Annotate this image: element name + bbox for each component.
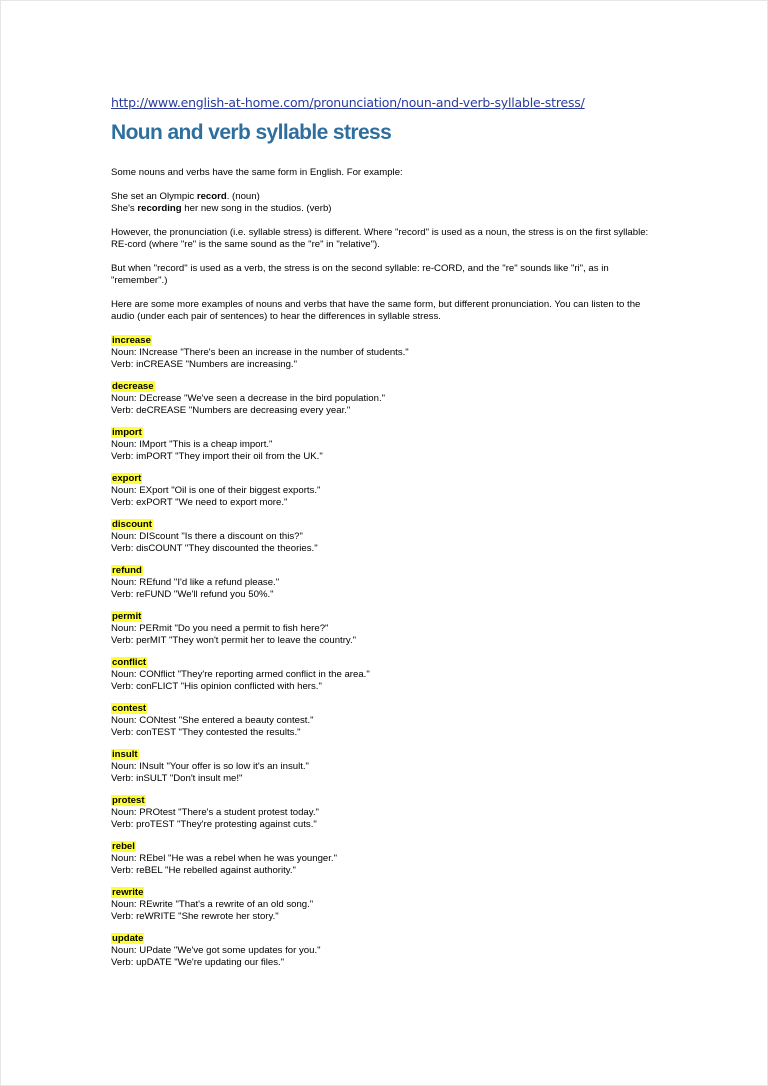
word-entry bbox=[111, 335, 671, 371]
highlighted-word: permit bbox=[112, 611, 142, 622]
however-line-2: RE-cord (where "re" is the same sound as the "re" in "relative"). bbox=[111, 239, 380, 250]
noun-example: Noun: REfund "I'd like a refund please." bbox=[111, 577, 280, 588]
word-entry bbox=[111, 565, 671, 601]
word-entry bbox=[111, 611, 671, 647]
verb-example: Verb: exPORT "We need to export more." bbox=[111, 497, 288, 508]
word-entry bbox=[111, 657, 671, 693]
word-entry bbox=[111, 749, 671, 785]
word-entry bbox=[111, 841, 671, 877]
examples-intro-line-1: Here are some more examples of nouns and verbs that have the same form, but different pronunciation. You can listen to the bbox=[111, 299, 641, 310]
verb-example: Verb: imPORT "They import their oil from the UK." bbox=[111, 451, 323, 462]
verb-example: Verb: inSULT "Don't insult me!" bbox=[111, 773, 243, 784]
highlighted-word: rebel bbox=[112, 841, 135, 852]
noun-example: Noun: INsult "Your offer is so low it's an insult." bbox=[111, 761, 309, 772]
noun-example: Noun: REwrite "That's a rewrite of an old song." bbox=[111, 899, 314, 910]
example-2-bold: recording bbox=[137, 203, 182, 214]
noun-example: Noun: PROtest "There's a student protest today." bbox=[111, 807, 319, 818]
word-entry-list bbox=[111, 335, 671, 969]
word-entry bbox=[111, 381, 671, 417]
examples-intro-paragraph bbox=[111, 299, 671, 323]
highlighted-word: export bbox=[112, 473, 142, 484]
but-line-1: But when "record" is used as a verb, the stress is on the second syllable: re-CORD, and the "re" sounds like "ri", as in bbox=[111, 263, 609, 274]
document-body bbox=[111, 167, 671, 979]
example-1-text: She set an Olympic bbox=[111, 191, 197, 202]
example-2-text: She's bbox=[111, 203, 138, 214]
but-paragraph bbox=[111, 263, 671, 287]
noun-example: Noun: DIScount "Is there a discount on this?" bbox=[111, 531, 303, 542]
highlighted-word: contest bbox=[112, 703, 147, 714]
verb-example: Verb: reBEL "He rebelled against authority." bbox=[111, 865, 296, 876]
example-1-bold: record bbox=[196, 191, 227, 202]
verb-example: Verb: upDATE "We're updating our files." bbox=[111, 957, 285, 968]
word-entry bbox=[111, 519, 671, 555]
noun-example: Noun: DEcrease "We've seen a decrease in the bird population." bbox=[111, 393, 386, 404]
word-entry bbox=[111, 703, 671, 739]
verb-example: Verb: proTEST "They're protesting against cuts." bbox=[111, 819, 317, 830]
however-paragraph bbox=[111, 227, 671, 251]
word-entry bbox=[111, 933, 671, 969]
verb-example: Verb: deCREASE "Numbers are decreasing every year." bbox=[111, 405, 351, 416]
source-url-link[interactable]: http://www.english-at-home.com/pronunciation/noun-and-verb-syllable-stress/ bbox=[111, 95, 585, 110]
word-entry bbox=[111, 473, 671, 509]
example-2-suffix: her new song in the studios. (verb) bbox=[181, 203, 332, 214]
noun-example: Noun: INcrease "There's been an increase in the number of students." bbox=[111, 347, 409, 358]
highlighted-word: update bbox=[112, 933, 144, 944]
however-line-1: However, the pronunciation (i.e. syllable stress) is different. Where "record" is used as a noun, the stress is on the first syllable: bbox=[111, 227, 649, 238]
highlighted-word: discount bbox=[112, 519, 152, 530]
highlighted-word: conflict bbox=[112, 657, 147, 668]
examples-intro-line-2: audio (under each pair of sentences) to hear the differences in syllable stress. bbox=[111, 311, 441, 322]
highlighted-word: refund bbox=[112, 565, 142, 576]
verb-example: Verb: reWRITE "She rewrote her story." bbox=[111, 911, 279, 922]
word-entry bbox=[111, 795, 671, 831]
noun-example: Noun: EXport "Oil is one of their biggest exports." bbox=[111, 485, 321, 496]
verb-example: Verb: reFUND "We'll refund you 50%." bbox=[111, 589, 274, 600]
highlighted-word: protest bbox=[112, 795, 145, 806]
noun-example: Noun: CONtest "She entered a beauty contest." bbox=[111, 715, 314, 726]
word-entry bbox=[111, 887, 671, 923]
noun-example: Noun: UPdate "We've got some updates for you." bbox=[111, 945, 321, 956]
noun-example: Noun: IMport "This is a cheap import." bbox=[111, 439, 273, 450]
intro-paragraph: Some nouns and verbs have the same form in English. For example: bbox=[111, 167, 403, 178]
highlighted-word: insult bbox=[112, 749, 138, 760]
verb-example: Verb: disCOUNT "They discounted the theories." bbox=[111, 543, 318, 554]
noun-example: Noun: PERmit "Do you need a permit to fish here?" bbox=[111, 623, 329, 634]
verb-example: Verb: inCREASE "Numbers are increasing." bbox=[111, 359, 297, 370]
example-line-1 bbox=[111, 191, 260, 202]
verb-example: Verb: perMIT "They won't permit her to leave the country." bbox=[111, 635, 357, 646]
page-title: Noun and verb syllable stress bbox=[111, 121, 392, 144]
example-line-2 bbox=[111, 203, 331, 214]
example-1-suffix: . (noun) bbox=[226, 191, 260, 202]
verb-example: Verb: conTEST "They contested the results." bbox=[111, 727, 301, 738]
highlighted-word: rewrite bbox=[112, 887, 144, 898]
verb-example: Verb: conFLICT "His opinion conflicted with hers." bbox=[111, 681, 322, 692]
highlighted-word: increase bbox=[112, 335, 151, 346]
noun-example: Noun: REbel "He was a rebel when he was younger." bbox=[111, 853, 337, 864]
but-line-2: "remember".) bbox=[111, 275, 168, 286]
noun-example: Noun: CONflict "They're reporting armed conflict in the area." bbox=[111, 669, 370, 680]
highlighted-word: import bbox=[112, 427, 142, 438]
word-entry bbox=[111, 427, 671, 463]
highlighted-word: decrease bbox=[112, 381, 154, 392]
example-paragraph bbox=[111, 191, 671, 215]
